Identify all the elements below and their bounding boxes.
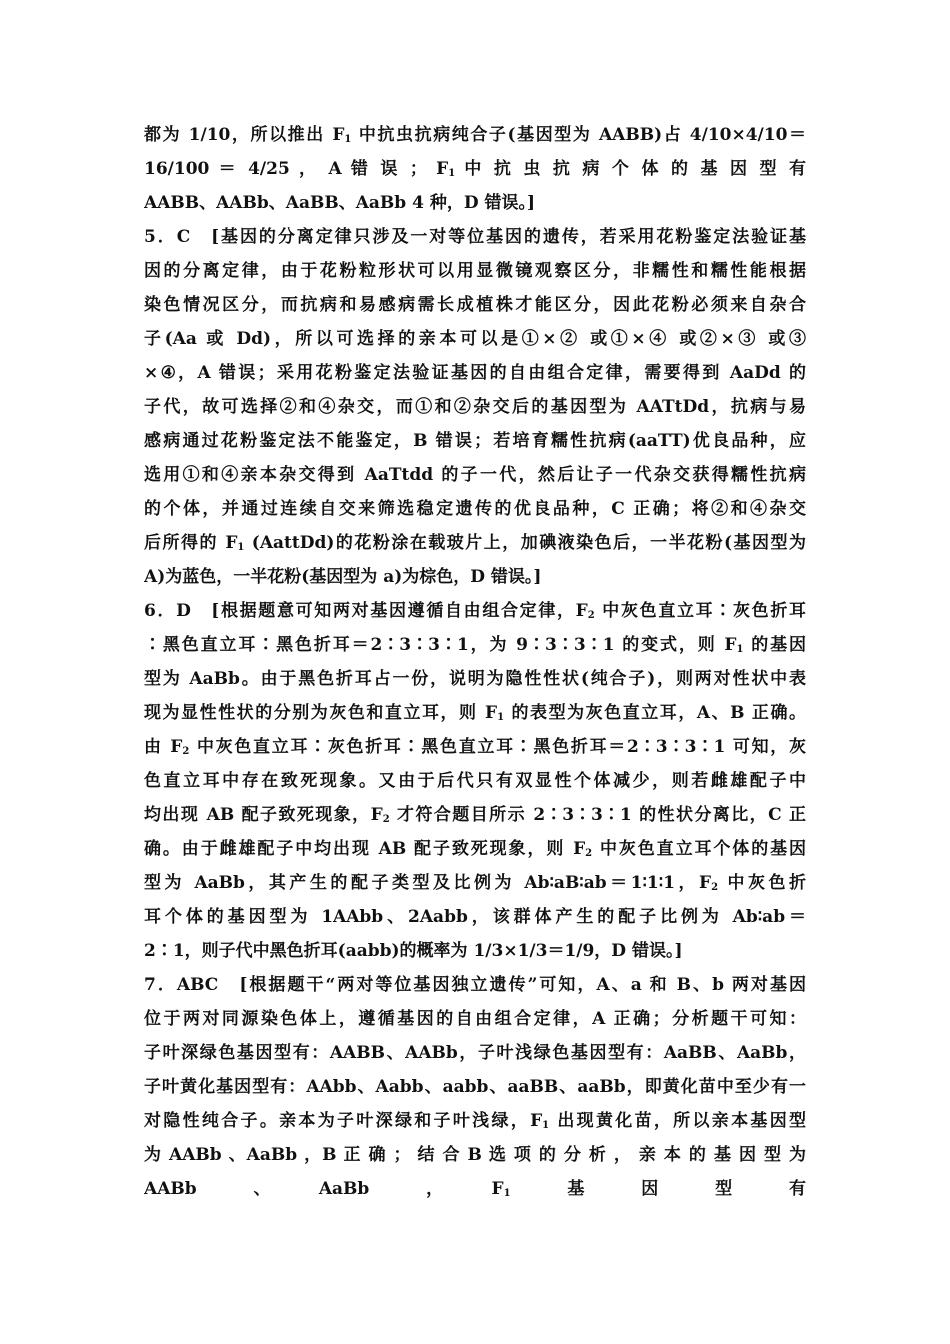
text-line: ×④，A 错误；采用花粉鉴定法验证基因的自由组合定律，需要得到 AaDd 的 (144, 363, 806, 383)
text-line: 对隐性纯合子。亲本为子叶深绿和子叶浅绿，$F_1$ 出现黄化苗，所以亲本基因型 (144, 1111, 806, 1131)
text-line: 耳个体的基因型为 1AAbb、2Aabb，该群体产生的配子比例为 Ab∶ab＝ (144, 907, 806, 927)
document-page (144, 118, 806, 1206)
text-line: 确。由于雌雄配子中均出现 AB 配子致死现象，则 $F_2$ 中灰色直立耳个体的基因 (144, 839, 806, 859)
text-line: 子叶深绿色基因型有：AABB、AABb，子叶浅绿色基因型有：AaBB、AaBb， (144, 1043, 806, 1063)
text-line: 由 $F_2$ 中灰色直立耳∶灰色折耳∶黑色直立耳∶黑色折耳＝2∶3∶3∶1 可知，灰 (144, 737, 806, 757)
text-line: 为 AABb 、AaBb ，B 正 确 ； 结 合 B 选 项 的 分 析 ， 亲 本 的 基 因 型 为 (144, 1145, 806, 1165)
text-line: AABB、AABb、AaBB、AaBb 4 种，D 错误。] (144, 193, 536, 213)
text-line: 染色情况区分，而抗病和易感病需长成植株才能区分，因此花粉必须来自杂合 (144, 295, 806, 315)
text-line: 后所得的 $F_1$ (AattDd)的花粉涂在载玻片上，加碘液染色后，一半花粉(基因型为 (144, 533, 806, 553)
text-line: ∶黑色直立耳∶黑色折耳＝2∶3∶3∶1，为 9∶3∶3∶1 的变式，则 $F_1$ 的基因 (144, 635, 806, 655)
text-line: 因的分离定律，由于花粉粒形状可以用显微镜观察区分，非糯性和糯性能根据 (144, 261, 806, 281)
text-line: 色直立耳中存在致死现象。又由于后代只有双显性个体减少，则若雌雄配子中 (144, 771, 806, 791)
text-line: 都为 1/10，所以推出 $F_1$ 中抗虫抗病纯合子(基因型为 AABB)占 4/10×4/10＝ (144, 125, 806, 145)
text-line: 型为 AaBb，其产生的配子类型及比例为 Ab∶aB∶ab＝1∶1∶1，$F_2$ 中灰色折 (144, 873, 806, 893)
text-line: 均出现 AB 配子致死现象，$F_2$ 才符合题目所示 2∶3∶3∶1 的性状分离比，C 正 (144, 805, 806, 825)
text-line: 选用①和④亲本杂交得到 AaTtdd 的子一代，然后让子一代杂交获得糯性抗病 (144, 465, 806, 485)
text-line: 子叶黄化基因型有：AAbb、Aabb、aabb、aaBB、aaBb，即黄化苗中至少有一 (144, 1077, 806, 1097)
text-line: 7．ABC [根据题干“两对等位基因独立遗传”可知，A、a 和 B、b 两对基因 (144, 975, 806, 995)
text-line: 感病通过花粉鉴定法不能鉴定，B 错误；若培育糯性抗病(aaTT)优良品种，应 (144, 431, 806, 451)
text-line: 子代，故可选择②和④杂交，而①和②杂交后的基因型为 AATtDd，抗病与易 (144, 397, 806, 417)
text-line: 16/100 ＝ 4/25 ， A 错 误 ； $F_1$ 中 抗 虫 抗 病 个 体 的 基 因 型 有 (144, 159, 806, 179)
text-line: 位于两对同源染色体上，遵循基因的自由组合定律，A 正确；分析题干可知： (144, 1009, 806, 1029)
text-line: 2∶1，则子代中黑色折耳(aabb)的概率为 1/3×1/3＝1/9，D 错误。] (144, 941, 683, 961)
text-line: A)为蓝色，一半花粉(基因型为 a)为棕色，D 错误。] (144, 567, 542, 587)
text-line: 子(Aa 或 Dd)，所以可选择的亲本可以是①×② 或①×④ 或②×③ 或③ (144, 329, 806, 349)
text-line: 的个体，并通过连续自交来筛选稳定遗传的优良品种，C 正确；将②和④杂交 (144, 499, 806, 519)
text-line: 6．D [根据题意可知两对基因遵循自由组合定律，$F_2$ 中灰色直立耳∶灰色折耳 (144, 601, 806, 621)
text-line: 型为 AaBb。由于黑色折耳占一份，说明为隐性性状(纯合子)，则两对性状中表 (144, 669, 806, 689)
text-line: AABb 、 AaBb ， $F_1$ 基 因 型 有 (144, 1179, 806, 1199)
text-line: 5．C [基因的分离定律只涉及一对等位基因的遗传，若采用花粉鉴定法验证基 (144, 227, 806, 247)
text-line: 现为显性性状的分别为灰色和直立耳，则 $F_1$ 的表型为灰色直立耳，A、B 正确。 (144, 703, 806, 723)
